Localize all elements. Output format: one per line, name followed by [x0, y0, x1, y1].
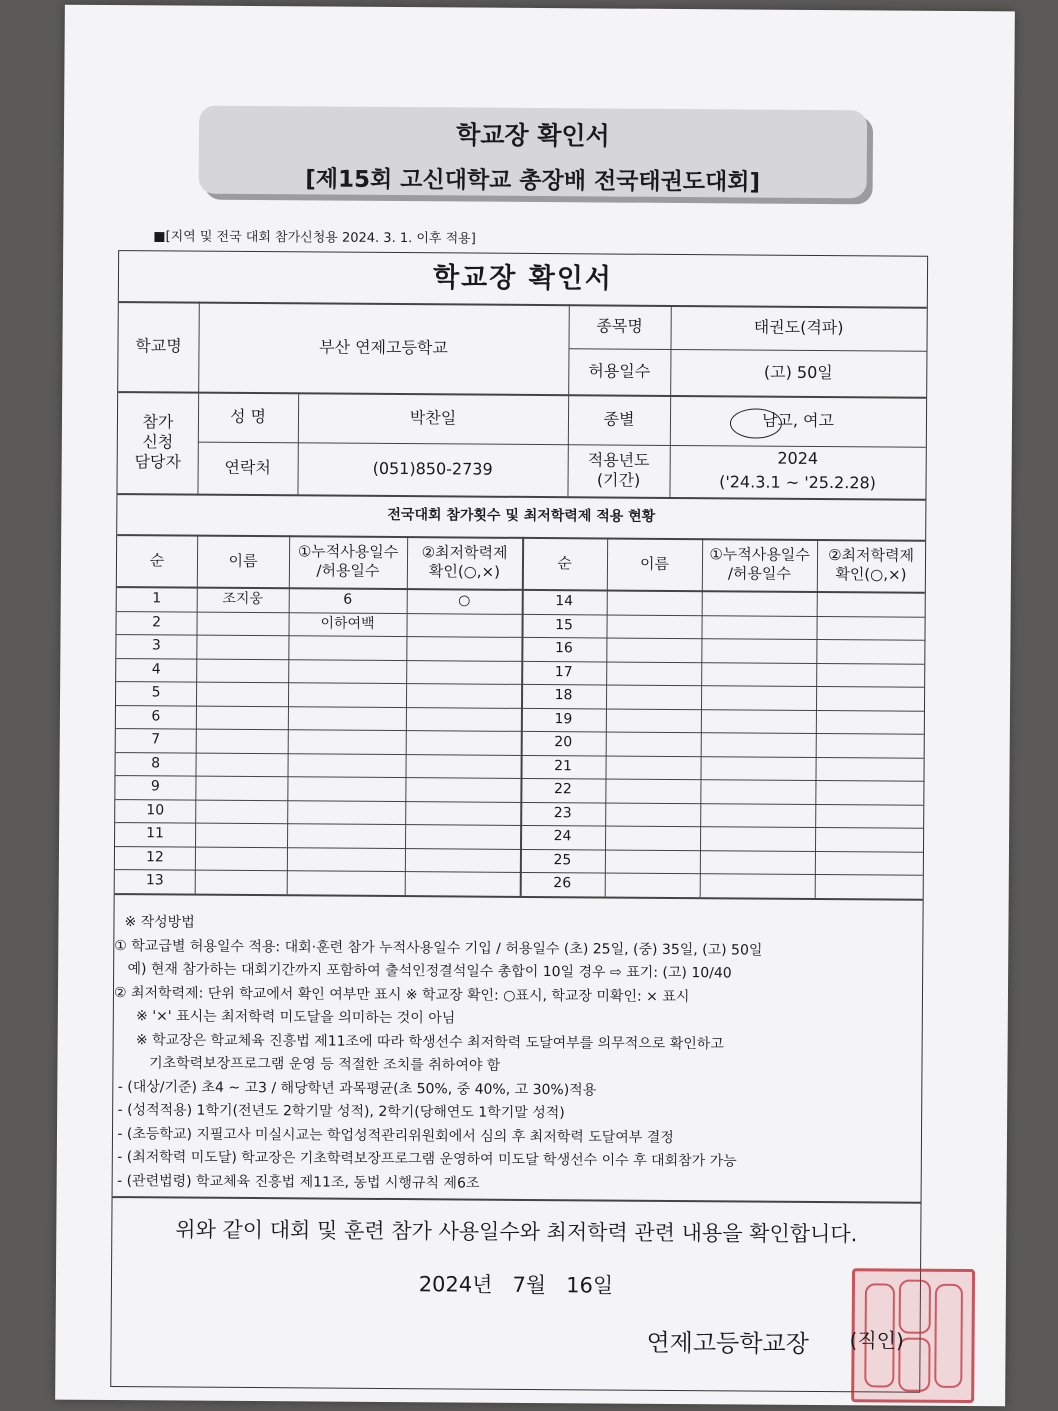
- row-days: [700, 756, 815, 780]
- row-days: 6: [343, 591, 353, 608]
- banner-subtitle: [제15회 고신대학교 총장배 전국태권도대회]: [305, 166, 761, 196]
- row-days: [288, 729, 406, 753]
- row-name: [606, 637, 701, 661]
- row-check: [816, 615, 924, 639]
- row-days: [701, 662, 816, 686]
- row-name: [195, 776, 287, 800]
- row-number: 13: [145, 872, 164, 889]
- row-days: [700, 803, 815, 827]
- allowed-days-label: 허용일수: [588, 361, 651, 381]
- seal-label: (직인): [849, 1328, 904, 1353]
- row-days: [287, 870, 405, 894]
- row-check: [405, 777, 520, 801]
- row-name: [196, 752, 288, 776]
- row-number: 25: [553, 851, 572, 868]
- gender-label: 종별: [603, 409, 635, 429]
- row-check: [815, 850, 923, 874]
- event-value: 태권도(격파): [753, 317, 844, 338]
- row-name: [196, 729, 288, 753]
- row-days: [287, 823, 405, 847]
- row-number: 19: [554, 710, 573, 727]
- col-header-days: ①누적사용일수 /허용일수: [297, 542, 399, 580]
- row-days: [287, 776, 405, 800]
- row-check: [406, 660, 521, 684]
- row-days: [701, 638, 816, 662]
- manager-label: 참가 신청 담당자: [134, 412, 181, 472]
- issue-date: 2024년 7월 16일: [418, 1272, 614, 1298]
- row-check: [817, 592, 925, 616]
- row-check: [406, 730, 521, 754]
- row-name: [195, 846, 287, 870]
- row-days: [700, 779, 815, 803]
- row-number: 18: [554, 687, 573, 704]
- year-value: 2024: [777, 448, 819, 468]
- row-name: [605, 778, 700, 802]
- row-days: [700, 826, 815, 850]
- year-period: ('24.3.1 ~ '25.2.28): [719, 472, 877, 493]
- col-header-no-2: 순: [557, 553, 572, 572]
- row-name: [196, 682, 288, 706]
- col-header-days-2: ①누적사용일수 /허용일수: [709, 545, 810, 583]
- row-check: [406, 636, 521, 660]
- row-number: 15: [555, 616, 574, 633]
- row-number: 23: [553, 804, 572, 821]
- row-check: [406, 707, 521, 731]
- instructions-heading: ※ 작성방법: [124, 914, 195, 931]
- row-name: [605, 872, 700, 896]
- row-name: 조지웅: [222, 590, 264, 608]
- row-number: 5: [151, 684, 161, 701]
- row-check: [405, 754, 520, 778]
- row-name: [195, 823, 287, 847]
- row-name: [607, 590, 702, 614]
- row-check: [405, 871, 520, 895]
- row-days: 이하여백: [320, 615, 375, 632]
- name-label: 성 명: [229, 406, 267, 427]
- row-number: 20: [554, 734, 573, 751]
- row-days: [288, 659, 406, 683]
- confirm-statement: 위와 같이 대회 및 훈련 참가 사용일수와 최저학력 관련 내용을 확인합니다.: [175, 1217, 858, 1247]
- row-name: [196, 635, 288, 659]
- row-check: [816, 733, 924, 757]
- instruction-line: - (대상/기준) 초4 ~ 고3 / 해당학년 과목평균(초 50%, 중 40%, 고 30%)적용: [113, 1078, 597, 1098]
- instruction-line: ※ 학교장은 학교체육 진흥법 제11조에 따라 학생선수 최저학력 도달여부를 의무적으로 확인하고: [113, 1031, 724, 1052]
- row-name: [606, 708, 701, 732]
- row-days: [288, 706, 406, 730]
- instruction-line: 기초학력보장프로그램 운영 등 적절한 조치를 취하여야 함: [113, 1055, 501, 1074]
- row-days: [288, 682, 406, 706]
- row-days: [287, 753, 405, 777]
- row-name: [195, 799, 287, 823]
- row-name: [605, 755, 700, 779]
- row-days: [701, 709, 816, 733]
- row-number: 21: [554, 757, 573, 774]
- row-name: [605, 802, 700, 826]
- col-header-check: ②최저학력제 확인(○,×): [421, 543, 508, 581]
- row-number: 22: [553, 781, 572, 798]
- col-header-no: 순: [149, 550, 165, 570]
- row-days: [702, 591, 817, 615]
- row-number: 26: [553, 875, 572, 892]
- instruction-line: - (관련법령) 학교체육 진흥법 제11조, 동법 시행규칙 제6조: [112, 1172, 480, 1192]
- row-check: [815, 780, 923, 804]
- row-days: [288, 635, 406, 659]
- row-name: [606, 684, 701, 708]
- row-name: [605, 849, 700, 873]
- row-name: [606, 614, 701, 638]
- row-number: 3: [151, 637, 161, 654]
- instruction-line: ② 최저학력제: 단위 학교에서 확인 여부만 표시 ※ 학교장 확인: ○표시, 학교장 미확인: × 표시: [113, 984, 690, 1005]
- event-label: 종목명: [596, 316, 643, 336]
- gender-other: , 여고: [792, 410, 835, 431]
- row-number: 12: [145, 848, 164, 865]
- applicability-note: ■[지역 및 전국 대회 참가신청용 2024. 3. 1. 이후 적용]: [153, 229, 476, 247]
- school-label: 학교명: [135, 336, 182, 356]
- row-days: [287, 847, 405, 871]
- col-header-name: 이름: [228, 551, 258, 570]
- row-check: [405, 848, 520, 872]
- row-name: [606, 661, 701, 685]
- contact-value: (051)850-2739: [372, 458, 493, 479]
- row-number: 11: [146, 825, 165, 842]
- row-days: [700, 873, 815, 897]
- form-title: 학교장 확인서: [432, 262, 614, 295]
- row-name: [605, 825, 700, 849]
- row-number: 1: [152, 590, 162, 607]
- school-name: 부산 연제고등학교: [319, 337, 448, 358]
- principal-signature: 연제고등학교장: [646, 1328, 809, 1358]
- allowed-days-value: (고) 50일: [763, 362, 833, 383]
- confirmation-form: [110, 250, 928, 1393]
- row-check: [816, 662, 924, 686]
- row-name: [196, 611, 288, 635]
- row-check: [816, 686, 924, 710]
- row-check: [815, 756, 923, 780]
- row-check: [406, 683, 521, 707]
- row-days: [701, 685, 816, 709]
- banner-title: 학교장 확인서: [456, 120, 610, 151]
- row-number: 2: [152, 613, 162, 630]
- year-label: 적용년도 (기간): [587, 450, 650, 490]
- row-number: 8: [151, 754, 161, 771]
- table-title: 전국대회 참가횟수 및 최저학력제 적용 현황: [387, 506, 656, 525]
- instructions: [113, 911, 923, 1199]
- row-name: [196, 705, 288, 729]
- row-number: 24: [553, 828, 572, 845]
- row-number: 16: [554, 640, 573, 657]
- row-number: 14: [555, 593, 574, 610]
- row-number: 4: [151, 660, 161, 677]
- row-days: [701, 732, 816, 756]
- row-days: [700, 850, 815, 874]
- instruction-line: 예) 현재 참가하는 대회기간까지 포함하여 출석인정결석일수 총합이 10일 경우 ⇨ 표기: (고) 10/40: [114, 961, 732, 982]
- row-check: [816, 709, 924, 733]
- gender-selected: 남고: [761, 410, 793, 430]
- row-check: [815, 803, 923, 827]
- selection-circle: [730, 408, 782, 438]
- row-number: 7: [151, 731, 161, 748]
- row-check: [815, 827, 923, 851]
- row-number: 6: [151, 707, 161, 724]
- row-name: [195, 870, 287, 894]
- instruction-line: - (성적적용) 1학기(전년도 2학기말 성적), 2학기(당해연도 1학기말 성적): [113, 1102, 565, 1122]
- row-number: 17: [554, 663, 573, 680]
- instruction-line: - (최저학력 미도달) 학교장은 기초학력보장프로그램 운영하여 미도달 학생선수 이수 후 대회참가 가능: [112, 1149, 737, 1170]
- row-number: 9: [150, 778, 160, 795]
- row-number: 10: [146, 801, 165, 818]
- row-days: [287, 800, 405, 824]
- row-check: [405, 801, 520, 825]
- row-check: ○: [458, 592, 471, 609]
- row-check: [405, 824, 520, 848]
- row-check: [815, 874, 923, 898]
- row-name: [196, 658, 288, 682]
- instruction-line: ① 학교급별 허용일수 적용: 대회·훈련 참가 누적사용일수 기입 / 허용일수 (초) 25일, (중) 35일, (고) 50일: [114, 937, 763, 959]
- name-value: 박찬일: [409, 408, 457, 428]
- instruction-line: - (초등학교) 지필고사 미실시교는 학업성적관리위원회에서 심의 후 최저학력 도달여부 결정: [112, 1125, 674, 1146]
- title-banner: [199, 106, 868, 199]
- col-header-check-2: ②최저학력제 확인(○,×): [828, 546, 915, 584]
- row-name: [606, 731, 701, 755]
- gender-value: [670, 395, 926, 447]
- row-check: [816, 639, 924, 663]
- row-check: [406, 613, 521, 637]
- row-days: [701, 615, 816, 639]
- instruction-line: ※ '×' 표시는 최저학력 미도달을 의미하는 것이 아님: [113, 1008, 456, 1027]
- col-header-name-2: 이름: [639, 554, 670, 573]
- contact-label: 연락처: [224, 457, 271, 478]
- document-page: [55, 5, 1015, 1407]
